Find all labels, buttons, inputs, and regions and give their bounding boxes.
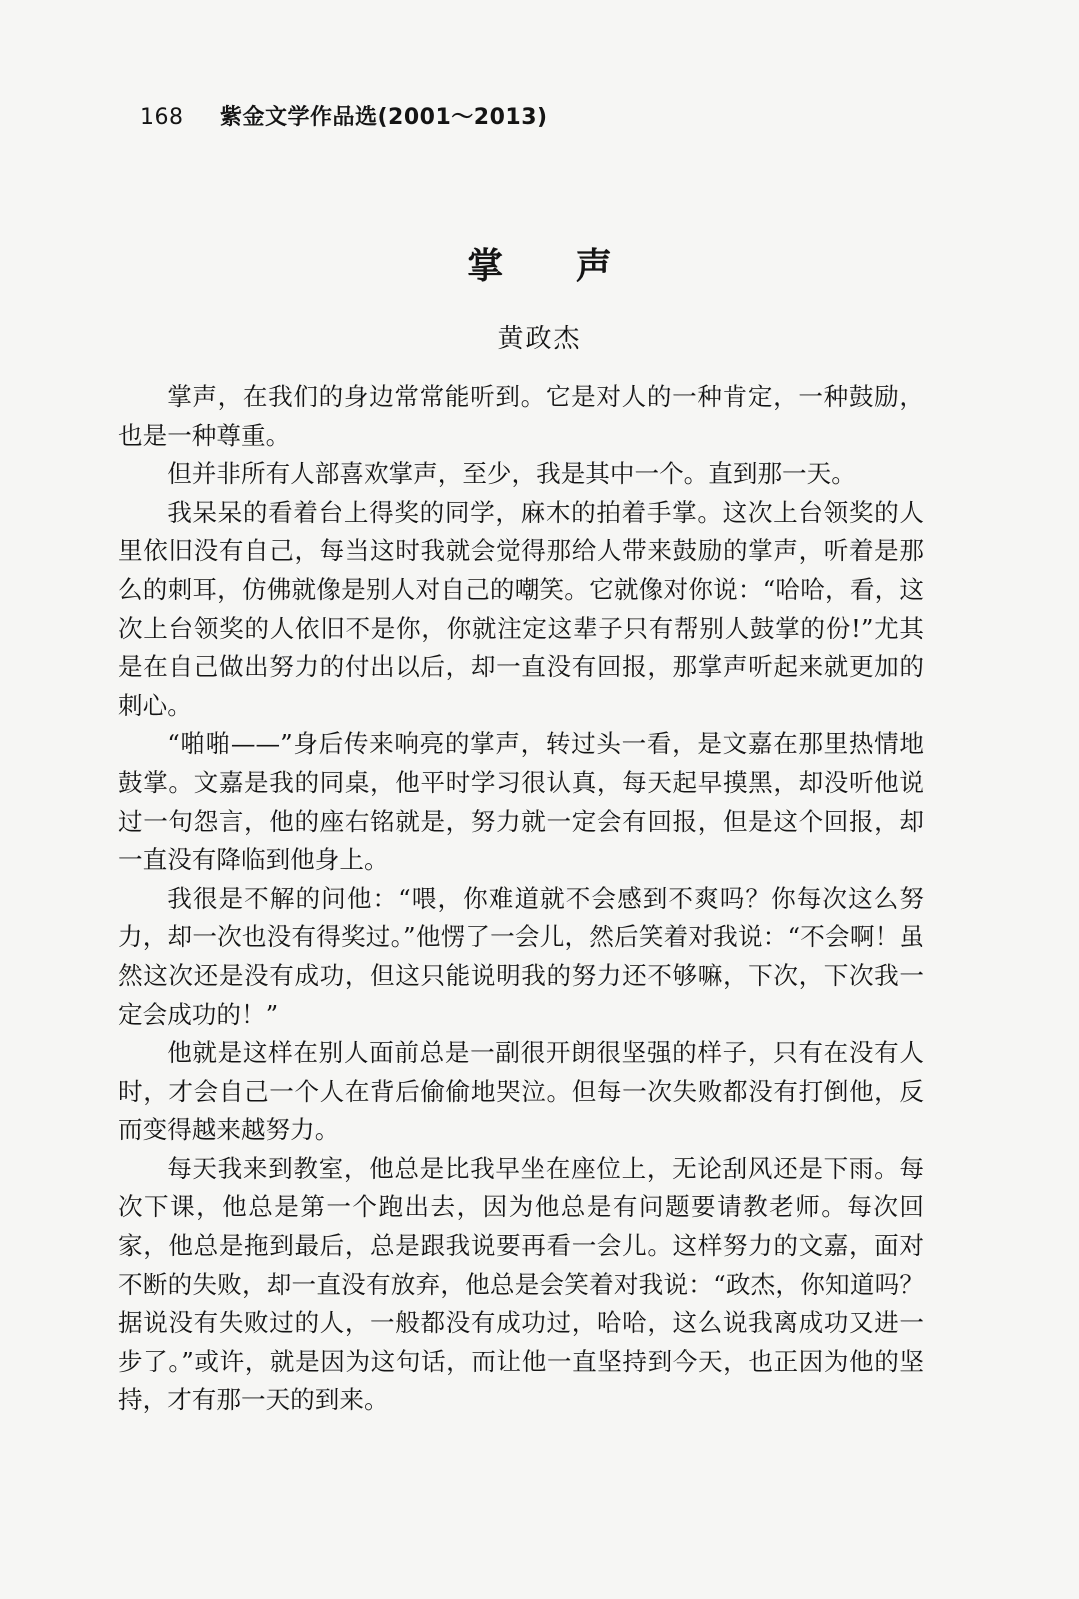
paragraph: 我呆呆的看着台上得奖的同学，麻木的拍着手掌。这次上台领奖的人里依旧没有自己，每当这时我就会觉得那给人带来鼓励的掌声，听着是那么的刺耳，仿佛就像是别人对自己的嘲笑。它就像对你说：“哈哈，看，这次上台领奖的人依旧不是你，你就注定这辈子只有帮别人鼓掌的份!”尤其是在自己做出努力的付出以后，却一直没有回报，那掌声听起来就更加的刺心。 xyxy=(118,497,924,720)
book-title: 紫金文学作品选(2001～2013) xyxy=(220,105,548,130)
paragraph: 他就是这样在别人面前总是一副很开朗很坚强的样子，只有在没有人时，才会自己一个人在背后偷偷地哭泣。但每一次失败都没有打倒他，反而变得越来越努力。 xyxy=(118,1038,924,1145)
running-header xyxy=(140,100,548,131)
paragraph: 每天我来到教室，他总是比我早坐在座位上，无论刮风还是下雨。每次下课，他总是第一个跑出去，因为他总是有问题要请教老师。每次回家，他总是拖到最后，总是跟我说要再看一会儿。这样努力的文嘉，面对不断的失败，却一直没有放弃，他总是会笑着对我说：“政杰，你知道吗？据说没有失败过的人，一般都没有成功过，哈哈，这么说我离成功又进一步了。”或许，就是因为这句话，而让他一直坚持到今天，也正因为他的坚持，才有那一天的到来。 xyxy=(118,1153,924,1415)
paragraph: “啪啪——”身后传来响亮的掌声，转过头一看，是文嘉在那里热情地鼓掌。文嘉是我的同桌，他平时学习很认真，每天起早摸黑，却没听他说过一句怨言，他的座右铭就是，努力就一定会有回报，但是这个回报，却一直没有降临到他身上。 xyxy=(118,729,924,875)
article-author: 黄政杰 xyxy=(497,324,582,354)
page-number: 168 xyxy=(140,105,184,130)
paragraph: 我很是不解的问他：“喂，你难道就不会感到不爽吗？你每次这么努力，却一次也没有得奖过。”他愣了一会儿，然后笑着对我说：“不会啊！虽然这次还是没有成功，但这只能说明我的努力还不够嘛，下次，下次我一定会成功的！” xyxy=(118,883,924,1029)
article-title: 掌 声 xyxy=(467,246,642,287)
article-body xyxy=(118,378,924,1420)
paragraph: 掌声，在我们的身边常常能听到。它是对人的一种肯定，一种鼓励，也是一种尊重。 xyxy=(118,382,924,450)
paragraph: 但并非所有人部喜欢掌声，至少，我是其中一个。直到那一天。 xyxy=(167,459,856,489)
